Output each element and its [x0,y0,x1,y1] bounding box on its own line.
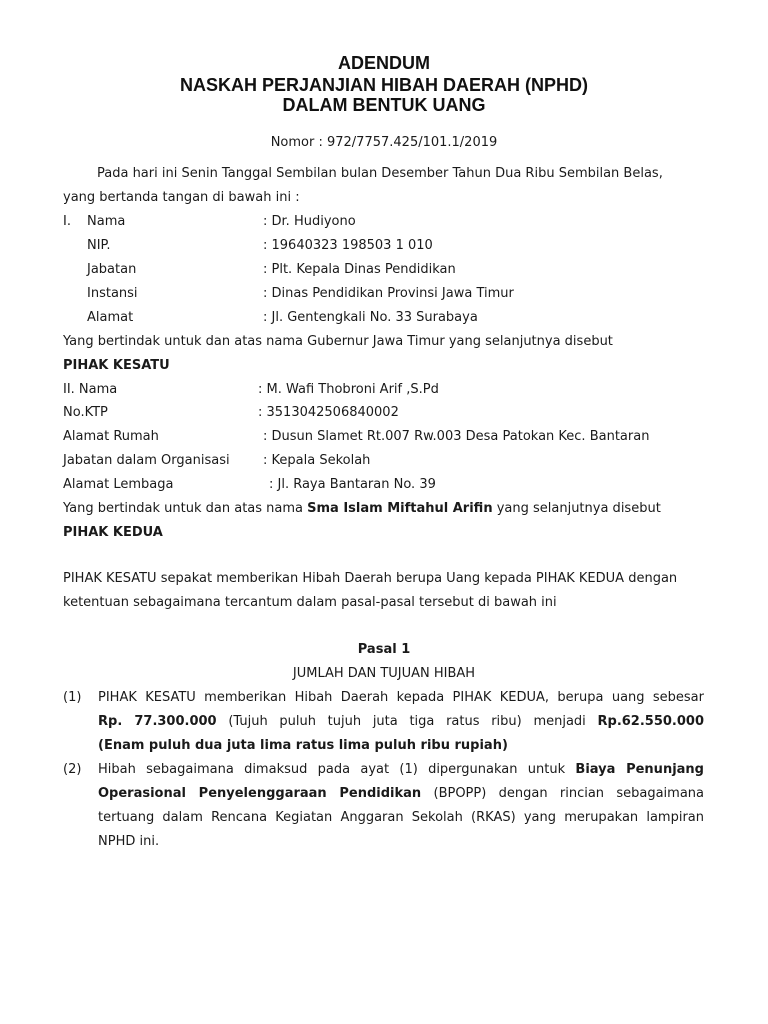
party1-designation: PIHAK KESATU [63,358,170,373]
doc-title-bentuk: DALAM BENTUK UANG [282,95,486,115]
party1-label-nama: Nama [87,214,126,229]
party2-acting-line [63,501,661,516]
item1-number: (1) [63,690,82,705]
party2-label-ktp: No.KTP [63,405,108,420]
pasal-title: Pasal 1 [357,642,411,657]
item2-number: (2) [63,762,82,777]
pasal-subtitle: JUMLAH DAN TUJUAN HIBAH [292,666,476,681]
party1-value-jabatan: : Plt. Kepala Dinas Pendidikan [263,262,456,277]
party2-label-nama: II. Nama [63,382,118,397]
item1-amount-original: Rp. 77.300.000 [98,714,217,729]
intro-line-2: yang bertanda tangan di bawah ini : [63,190,300,205]
party1-value-instansi: : Dinas Pendidikan Provinsi Jawa Timur [263,286,514,301]
party1-acting-line: Yang bertindak untuk dan atas nama Gubernur Jawa Timur yang selanjutnya disebut [63,334,613,349]
party2-acting-pre: Yang bertindak untuk dan atas nama [63,501,308,516]
party2-value-nama: : M. Wafi Thobroni Arif ,S.Pd [258,382,439,397]
party1-value-alamat: : Jl. Gentengkali No. 33 Surabaya [263,310,478,325]
party1-label-nip: NIP. [87,238,111,253]
item2-line2-bold: Operasional Penyelenggaraan Pendidikan [98,786,422,801]
item2-line-1 [98,762,704,777]
item2-line-4: NPHD ini. [98,834,160,849]
item2-line-3: tertuang dalam Rencana Kegiatan Anggaran Sekolah (RKAS) yang merupakan lampiran [98,810,704,825]
party2-value-alamat-rumah: : Dusun Slamet Rt.007 Rw.003 Desa Patokan Kec. Bantaran [263,429,650,444]
item2-line2-post: (BPOPP) dengan rincian sebagaimana [421,786,704,801]
party2-label-alamat-rumah: Alamat Rumah [63,429,159,444]
party2-value-alamat-lembaga: : Jl. Raya Bantaran No. 39 [269,477,436,492]
party1-numeral: I. [63,214,71,229]
party1-label-jabatan: Jabatan [87,262,137,277]
agreement-line-1: PIHAK KESATU sepakat memberikan Hibah Daerah berupa Uang kepada PIHAK KEDUA dengan [63,571,678,586]
doc-title-nphd: NASKAH PERJANJIAN HIBAH DAERAH (NPHD) [179,75,589,95]
item1-amount-words-mid: (Tujuh puluh tujuh juta tiga ratus ribu) menjadi [216,714,598,729]
item2-line-2 [98,786,704,801]
party2-label-alamat-lembaga: Alamat Lembaga [63,477,174,492]
item1-amount-revised: Rp.62.550.000 [597,714,704,729]
party2-institution-name: Sma Islam Miftahul Arifin [307,501,493,516]
party2-value-ktp: : 3513042506840002 [258,405,399,420]
item2-line1-pre: Hibah sebagaimana dimaksud pada ayat (1) dipergunakan untuk [98,762,576,777]
party2-label-jabatan: Jabatan dalam Organisasi [63,453,230,468]
document-number: Nomor : 972/7757.425/101.1/2019 [270,135,498,150]
item2-line1-bold: Biaya Penunjang [575,762,704,777]
party1-label-alamat: Alamat [87,310,134,325]
doc-title-adendum: ADENDUM [338,53,430,73]
item1-line-3: (Enam puluh dua juta lima ratus lima puluh ribu rupiah) [98,738,508,753]
agreement-line-2: ketentuan sebagaimana tercantum dalam pasal-pasal tersebut di bawah ini [63,595,557,610]
party1-value-nama: : Dr. Hudiyono [263,214,356,229]
party2-acting-post: yang selanjutnya disebut [492,501,661,516]
item1-line-2 [98,714,704,729]
party2-value-jabatan: : Kepala Sekolah [263,453,371,468]
item1-line-1: PIHAK KESATU memberikan Hibah Daerah kepada PIHAK KEDUA, berupa uang sebesar [98,690,704,705]
intro-line-1: Pada hari ini Senin Tanggal Sembilan bulan Desember Tahun Dua Ribu Sembilan Belas, [97,166,663,181]
party2-designation: PIHAK KEDUA [63,525,163,540]
party1-value-nip: : 19640323 198503 1 010 [263,238,433,253]
party1-label-instansi: Instansi [87,286,138,301]
